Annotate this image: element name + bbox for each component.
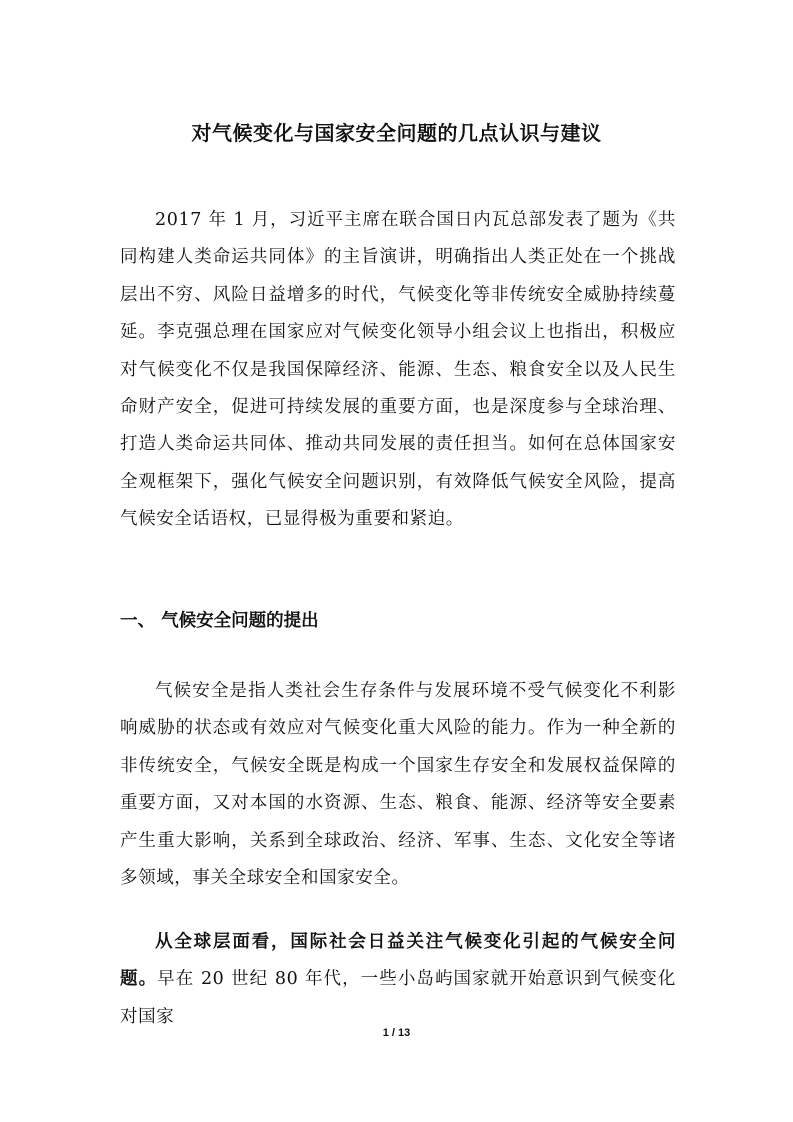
intro-paragraph: 2017 年 1 月，习近平主席在联合国日内瓦总部发表了题为《共同构建人类命运共同体》的主旨演讲，明确指出人类正处在一个挑战层出不穷、风险日益增多的时代，气候变化等非传统安全威胁持续蔓延。李克强总理在国家应对气候变化领导小组会议上也指出，积极应对气候变化不仅是我国保障经济、能源、生态、粮食安全以及人民生命财产安全，促进可持续发展的重要方面，也是深度参与全球治理、打造人类命运共同体、推动共同发展的责任担当。如何在总体国家安全观框架下，强化气候安全问题识别，有效降低气候安全风险，提高气候安全话语权，已显得极为重要和紧迫。 bbox=[120, 210, 676, 530]
document-title: 对气候变化与国家安全问题的几点认识与建议 bbox=[191, 121, 602, 145]
definition-paragraph: 气候安全是指人类社会生存条件与发展环境不受气候变化不利影响威胁的状态或有效应对气候变化重大风险的能力。作为一种全新的非传统安全，气候安全既是构成一个国家生存安全和发展权益保障的重要方面，又对本国的水资源、生态、粮食、能源、经济等安全要素产生重大影响，关系到全球政治、经济、军事、生态、文化安全等诸多领域，事关全球安全和国家安全。 bbox=[120, 681, 676, 889]
section-heading: 一、 气候安全问题的提出 bbox=[120, 611, 319, 631]
global-paragraph bbox=[120, 924, 676, 1036]
global-paragraph-text: 早在 20 世纪 80 年代，一些小岛屿国家就开始意识到气候变化对国家 bbox=[120, 969, 676, 1027]
global-paragraph-lead: 从全球层面看，国际社会日益关注气候变化引起的气候安全问题。 bbox=[120, 932, 676, 990]
page-number: 1 / 13 bbox=[382, 1027, 411, 1039]
